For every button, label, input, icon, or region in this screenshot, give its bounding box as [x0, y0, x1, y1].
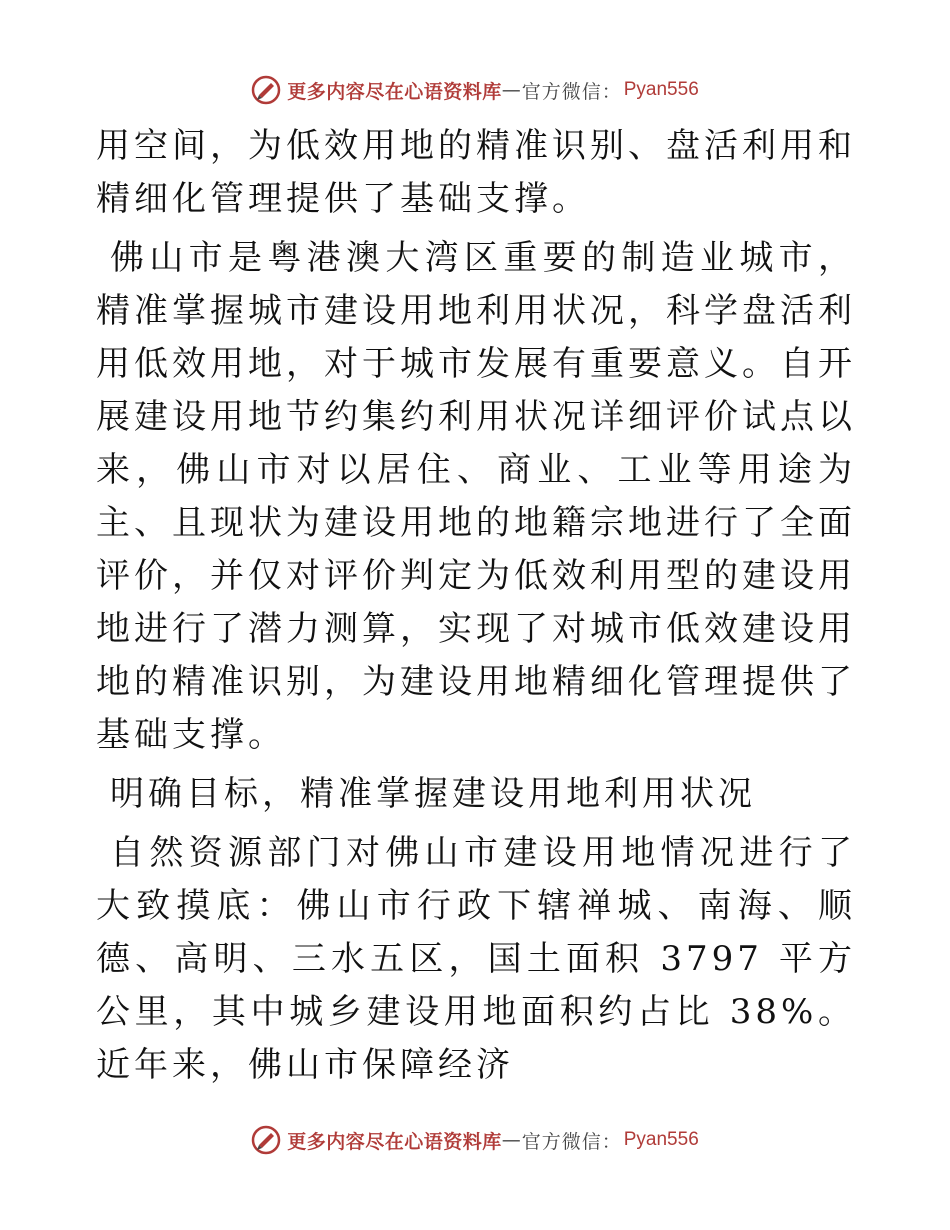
watermark-brand: 更多内容尽在心语资料库 [287, 80, 502, 103]
footer-watermark [0, 1122, 950, 1158]
header-watermark [0, 72, 950, 108]
watermark-brand: 更多内容尽在心语资料库 [287, 1130, 502, 1153]
paragraph-continuation: 用空间，为低效用地的精准识别、盘活利用和精细化管理提供了基础支撑。 [96, 126, 856, 219]
watermark-sub: 官方微信： [521, 1130, 622, 1153]
document-body [96, 120, 856, 1098]
section-heading: 明确目标，精准掌握建设用地利用状况 [110, 774, 756, 814]
paragraph-foshan-overview: 佛山市是粤港澳大湾区重要的制造业城市，精准掌握城市建设用地利用状况，科学盘活利用低效用地，对于城市发展有重要意义。自开展建设用地节约集约利用状况详细评价试点以来，佛山市对以居住、商业、工业等用途为主、且现状为建设用地的地籍宗地进行了全面评价，并仅对评价判定为低效利用型的建设用地进行了潜力测算，实现了对城市低效建设用地的精准识别，为建设用地精细化管理提供了基础支撑。 [96, 238, 856, 755]
watermark-id: Pyan556 [623, 1129, 699, 1150]
watermark-separator: — [501, 1129, 522, 1151]
watermark-id: Pyan556 [623, 79, 699, 100]
brand-logo-icon [251, 1125, 281, 1155]
paragraph-survey: 自然资源部门对佛山市建设用地情况进行了大致摸底：佛山市行政下辖禅城、南海、顺德、高明、三水五区，国土面积 3797 平方公里，其中城乡建设用地面积约占比 38%。近年来，佛山市保障经济 [96, 833, 856, 1085]
brand-logo-icon [251, 75, 281, 105]
watermark-sub: 官方微信： [521, 80, 622, 103]
watermark-separator: — [501, 79, 522, 101]
